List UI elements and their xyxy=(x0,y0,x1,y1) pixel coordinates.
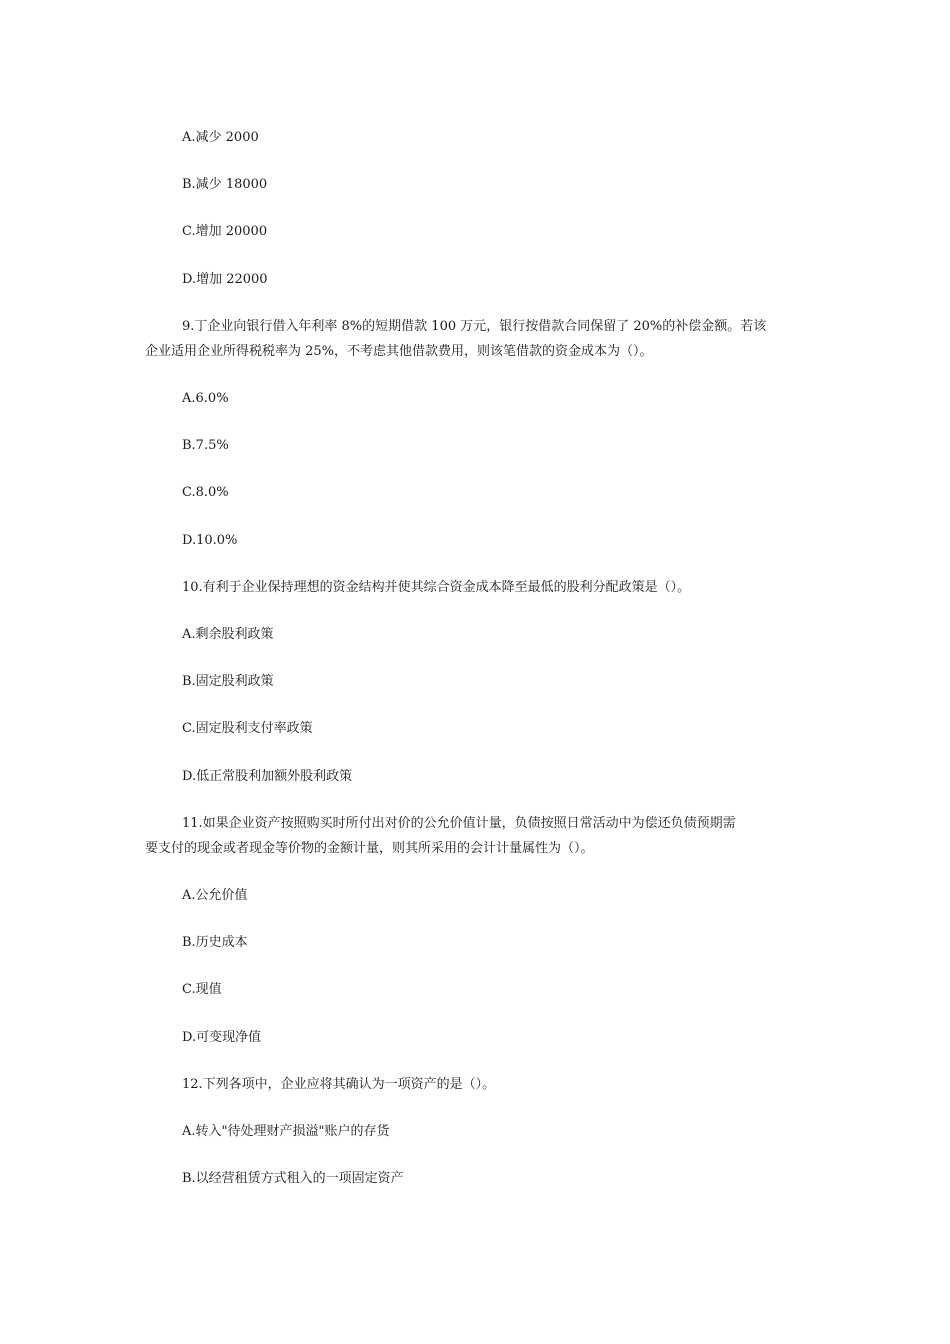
q9-text-line2: 企业适用企业所得税税率为 25%，不考虑其他借款费用，则该笔借款的资金成本为（）。 xyxy=(145,344,653,359)
q8-option-b: B.减少 18000 xyxy=(182,177,268,192)
q12-option-b: B.以经营租赁方式租入的一项固定资产 xyxy=(182,1171,404,1186)
q11-option-d: D.可变现净值 xyxy=(182,1030,262,1045)
q10-option-d: D.低正常股利加额外股利政策 xyxy=(182,769,353,784)
q10-option-c: C.固定股利支付率政策 xyxy=(182,721,313,736)
q10-option-a: A.剩余股利政策 xyxy=(182,627,274,642)
q8-option-d: D.增加 22000 xyxy=(182,272,268,287)
q11-option-a: A.公允价值 xyxy=(182,888,248,903)
q12-option-a: A.转入"待处理财产损溢"账户的存货 xyxy=(182,1124,390,1139)
q9-option-c: C.8.0% xyxy=(182,485,229,500)
q9-option-a: A.6.0% xyxy=(182,391,229,406)
q11-text-line2: 要支付的现金或者现金等价物的金额计量，则其所采用的会计计量属性为（）。 xyxy=(145,841,594,856)
q9-option-b: B.7.5% xyxy=(182,438,229,453)
q10-text: 10.有利于企业保持理想的资金结构并使其综合资金成本降至最低的股利分配政策是（）。 xyxy=(182,580,691,595)
q9-option-d: D.10.0% xyxy=(182,533,238,548)
q11-option-c: C.现值 xyxy=(182,982,222,997)
q11-option-b: B.历史成本 xyxy=(182,935,248,950)
q8-option-a: A.减少 2000 xyxy=(182,130,259,145)
q11-text-line1: 11.如果企业资产按照购买时所付出对价的公允价值计量，负债按照日常活动中为偿还负债预期需 xyxy=(182,816,736,831)
q8-option-c: C.增加 20000 xyxy=(182,224,268,239)
q12-text: 12.下列各项中，企业应将其确认为一项资产的是（）。 xyxy=(182,1077,496,1092)
q9-text-line1: 9.丁企业向银行借入年利率 8%的短期借款 100 万元，银行按借款合同保留了 20%的补偿金额。若该 xyxy=(182,319,767,334)
q10-option-b: B.固定股利政策 xyxy=(182,674,274,689)
